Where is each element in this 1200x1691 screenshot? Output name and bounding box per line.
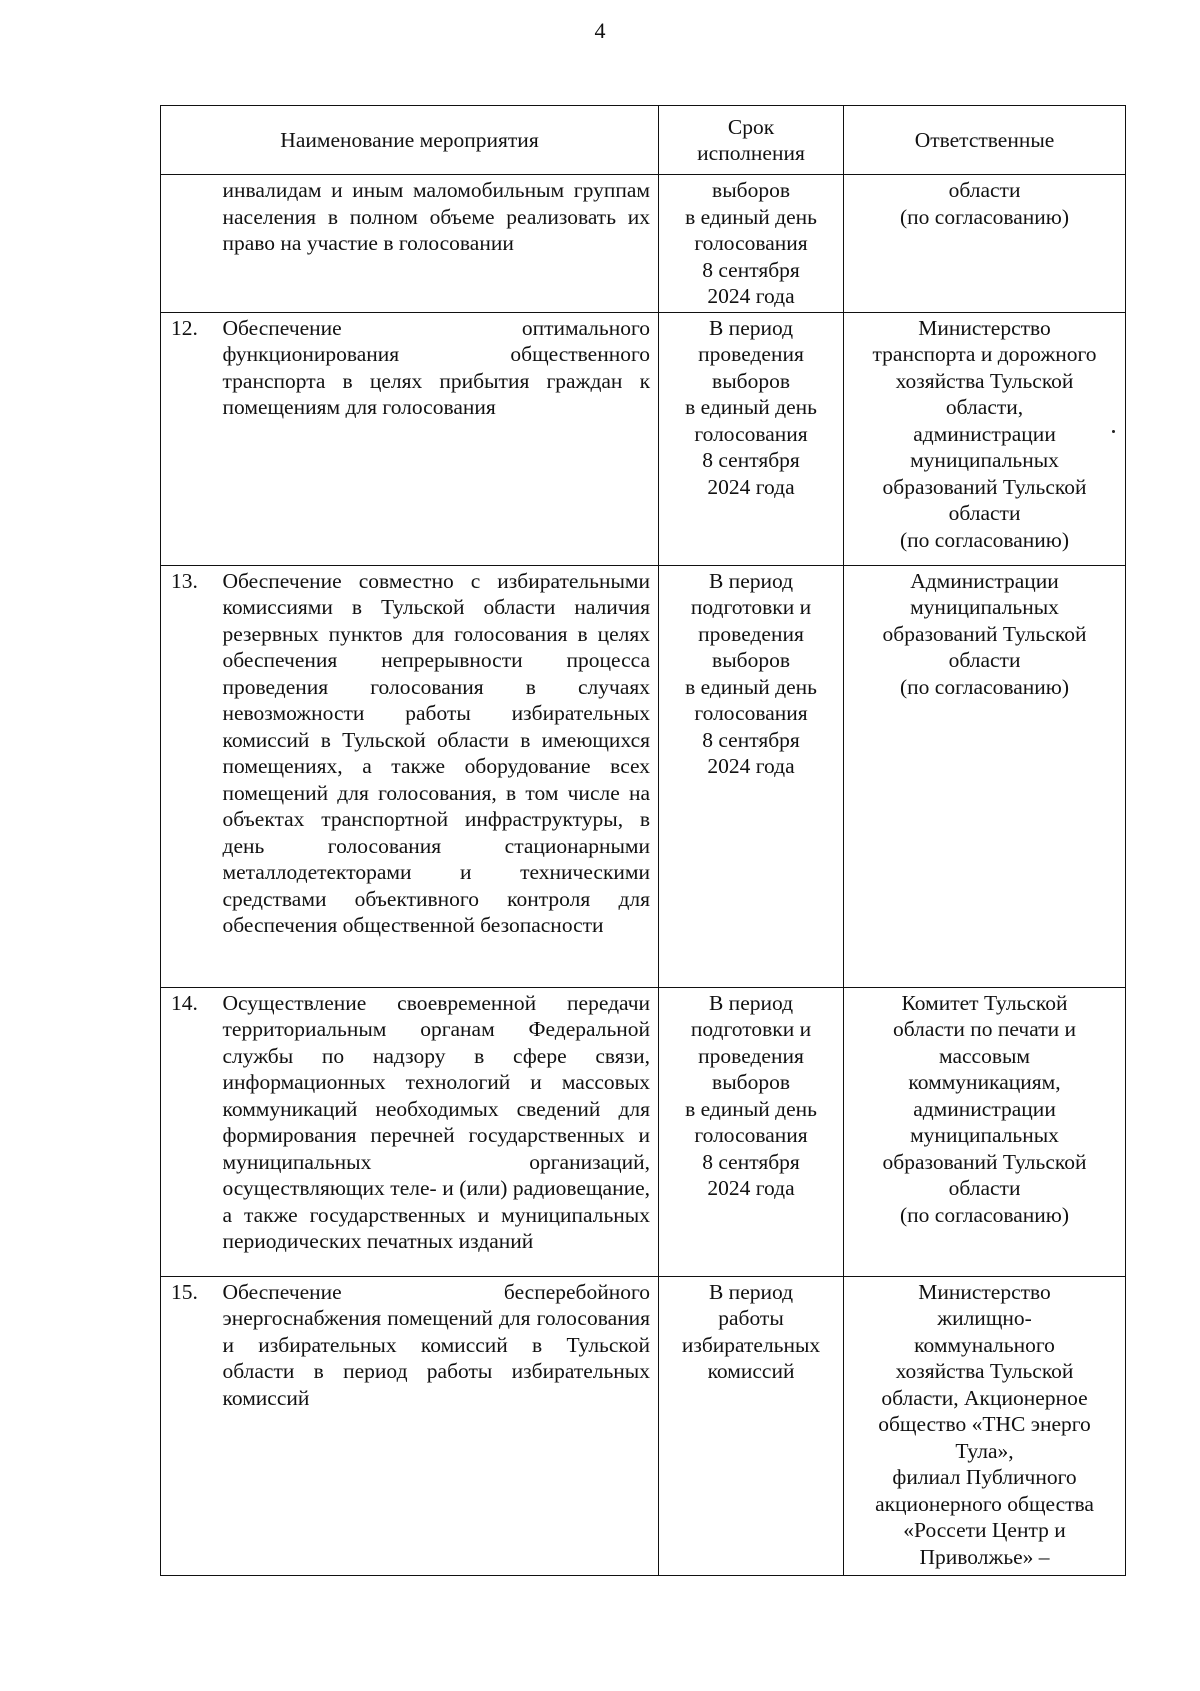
scan-speck — [1112, 430, 1115, 433]
row-term — [659, 565, 844, 987]
term-line: в единый день — [685, 674, 817, 699]
term-line: комиссий — [707, 1359, 795, 1383]
resp-line: муниципальных — [910, 448, 1059, 472]
row-number-empty — [161, 175, 217, 313]
term-line: В период — [708, 1279, 794, 1304]
term-line: 8 сентября — [702, 727, 800, 752]
resp-line: области — [948, 648, 1021, 672]
header-responsible: Ответственные — [844, 106, 1126, 175]
row-name: Обеспечение оптимального функционирования общественного транспорта в целях прибытия граждан к помещениям для голосования — [217, 312, 659, 565]
resp-line: области — [948, 178, 1021, 202]
resp-line: коммунального — [914, 1332, 1055, 1357]
resp-line: области — [948, 1176, 1021, 1200]
row-term — [659, 987, 844, 1276]
term-line: В период — [708, 568, 794, 593]
term-line: проведения — [698, 621, 804, 646]
resp-line: области по печати и — [893, 1017, 1076, 1041]
resp-line: Министерство — [918, 315, 1051, 340]
resp-line: филиал Публичного — [892, 1465, 1077, 1489]
table-row — [161, 1276, 1126, 1575]
term-line: проведения — [698, 342, 804, 366]
term-line: подготовки и — [690, 1017, 812, 1041]
resp-line: области, Акционерное — [881, 1385, 1088, 1410]
row-number: 14. — [161, 987, 217, 1276]
resp-line: области — [948, 501, 1021, 525]
row-number: 12. — [161, 312, 217, 565]
term-line: 8 сентября — [702, 257, 800, 282]
row-name: инвалидам и иным маломобильным группам населения в полном объеме реализовать их право на участие в голосовании — [217, 175, 659, 313]
term-line: голосования — [694, 421, 808, 446]
resp-line: образований Тульской — [882, 621, 1087, 646]
term-line: 2024 года — [707, 284, 795, 308]
table-row — [161, 312, 1126, 565]
term-line: 8 сентября — [702, 1149, 800, 1174]
table-row — [161, 565, 1126, 987]
row-responsible — [844, 175, 1126, 313]
row-term — [659, 1276, 844, 1575]
header-name: Наименование мероприятия — [161, 106, 659, 175]
term-line: избирательных — [681, 1332, 821, 1357]
resp-line: хозяйства Тульской — [895, 1359, 1074, 1383]
resp-line: муниципальных — [910, 595, 1059, 619]
term-line: голосования — [694, 231, 808, 255]
page-number: 4 — [594, 18, 606, 43]
table-row-continuation — [161, 175, 1126, 313]
row-name: Обеспечение совместно с избирательными комиссиями в Тульской области наличия резервных пунктов для голосования в целях обеспечения непрерывности процесса проведения голосования в случаях невозможности работы избирательных комиссий в Тульской области в имеющихся помещениях, а также оборудование всех помещений для голосования, в том числе на объектах транспортной инфраструктуры, в день голосования стационарными металлодетекторами и техническими средствами объективного контроля для обеспечения общественной безопасности — [217, 565, 659, 987]
resp-line: (по согласованию) — [900, 1202, 1070, 1227]
resp-line: (по согласованию) — [900, 674, 1070, 699]
row-responsible — [844, 565, 1126, 987]
row-responsible — [844, 1276, 1126, 1575]
resp-line: массовым — [938, 1043, 1031, 1068]
resp-line: администрации — [913, 1096, 1056, 1121]
term-line: в единый день — [685, 204, 817, 229]
resp-line: Тула», — [955, 1438, 1014, 1463]
term-line: голосования — [694, 1123, 808, 1147]
term-line: проведения — [698, 1043, 804, 1068]
row-name: Осуществление своевременной передачи территориальным органам Федеральной службы по надзору в сфере связи, информационных технологий и массовых коммуникаций необходимых сведений для формирования перечней государственных и муниципальных организаций, осуществляющих теле- и (или) радиовещание, а также государственных и муниципальных периодических печатных изданий — [217, 987, 659, 1276]
term-line: в единый день — [685, 1096, 817, 1121]
term-line: подготовки и — [690, 595, 812, 619]
resp-line: (по согласованию) — [900, 527, 1070, 552]
resp-line: коммуникациям, — [908, 1070, 1061, 1094]
resp-line: общество «ТНС энерго — [878, 1412, 1091, 1436]
term-line: 2024 года — [707, 754, 795, 778]
resp-line: Министерство — [918, 1279, 1051, 1304]
term-line: 2024 года — [707, 1176, 795, 1200]
row-number: 13. — [161, 565, 217, 987]
events-table — [160, 105, 1126, 1576]
resp-line: муниципальных — [910, 1123, 1059, 1147]
resp-line: Комитет Тульской — [901, 990, 1068, 1015]
term-line: выборов — [712, 648, 790, 672]
resp-line: образований Тульской — [882, 474, 1087, 499]
term-line: голосования — [694, 701, 808, 725]
row-term — [659, 312, 844, 565]
resp-line: администрации — [913, 421, 1056, 446]
term-line: в единый день — [685, 395, 817, 419]
row-responsible — [844, 312, 1126, 565]
resp-line: жилищно- — [937, 1306, 1032, 1330]
table-header-row — [161, 106, 1126, 175]
resp-line: образований Тульской — [882, 1149, 1087, 1174]
row-name: Обеспечение бесперебойного энергоснабжения помещений для голосования и избирательных комиссий в Тульской области в период работы избирательных комиссий — [217, 1276, 659, 1575]
term-line: работы — [718, 1306, 784, 1330]
resp-line: акционерного общества — [875, 1491, 1094, 1516]
term-line: 2024 года — [707, 474, 795, 499]
row-number: 15. — [161, 1276, 217, 1575]
resp-line: транспорта и дорожного — [872, 342, 1097, 366]
term-line: В период — [708, 315, 794, 340]
header-term: Срок исполнения — [659, 106, 844, 175]
resp-line: хозяйства Тульской — [895, 368, 1074, 393]
term-line: 8 сентября — [702, 448, 800, 472]
row-responsible — [844, 987, 1126, 1276]
term-line: выборов — [712, 178, 790, 202]
row-term — [659, 175, 844, 313]
term-line: выборов — [712, 1070, 790, 1094]
resp-line: (по согласованию) — [900, 204, 1070, 229]
resp-line: «Россети Центр и — [903, 1518, 1066, 1542]
resp-line: области, — [945, 395, 1024, 419]
resp-line: Приволжье» – — [919, 1544, 1050, 1569]
table-row — [161, 987, 1126, 1276]
resp-line: Администрации — [910, 568, 1059, 593]
term-line: выборов — [712, 368, 790, 393]
term-line: В период — [708, 990, 794, 1015]
